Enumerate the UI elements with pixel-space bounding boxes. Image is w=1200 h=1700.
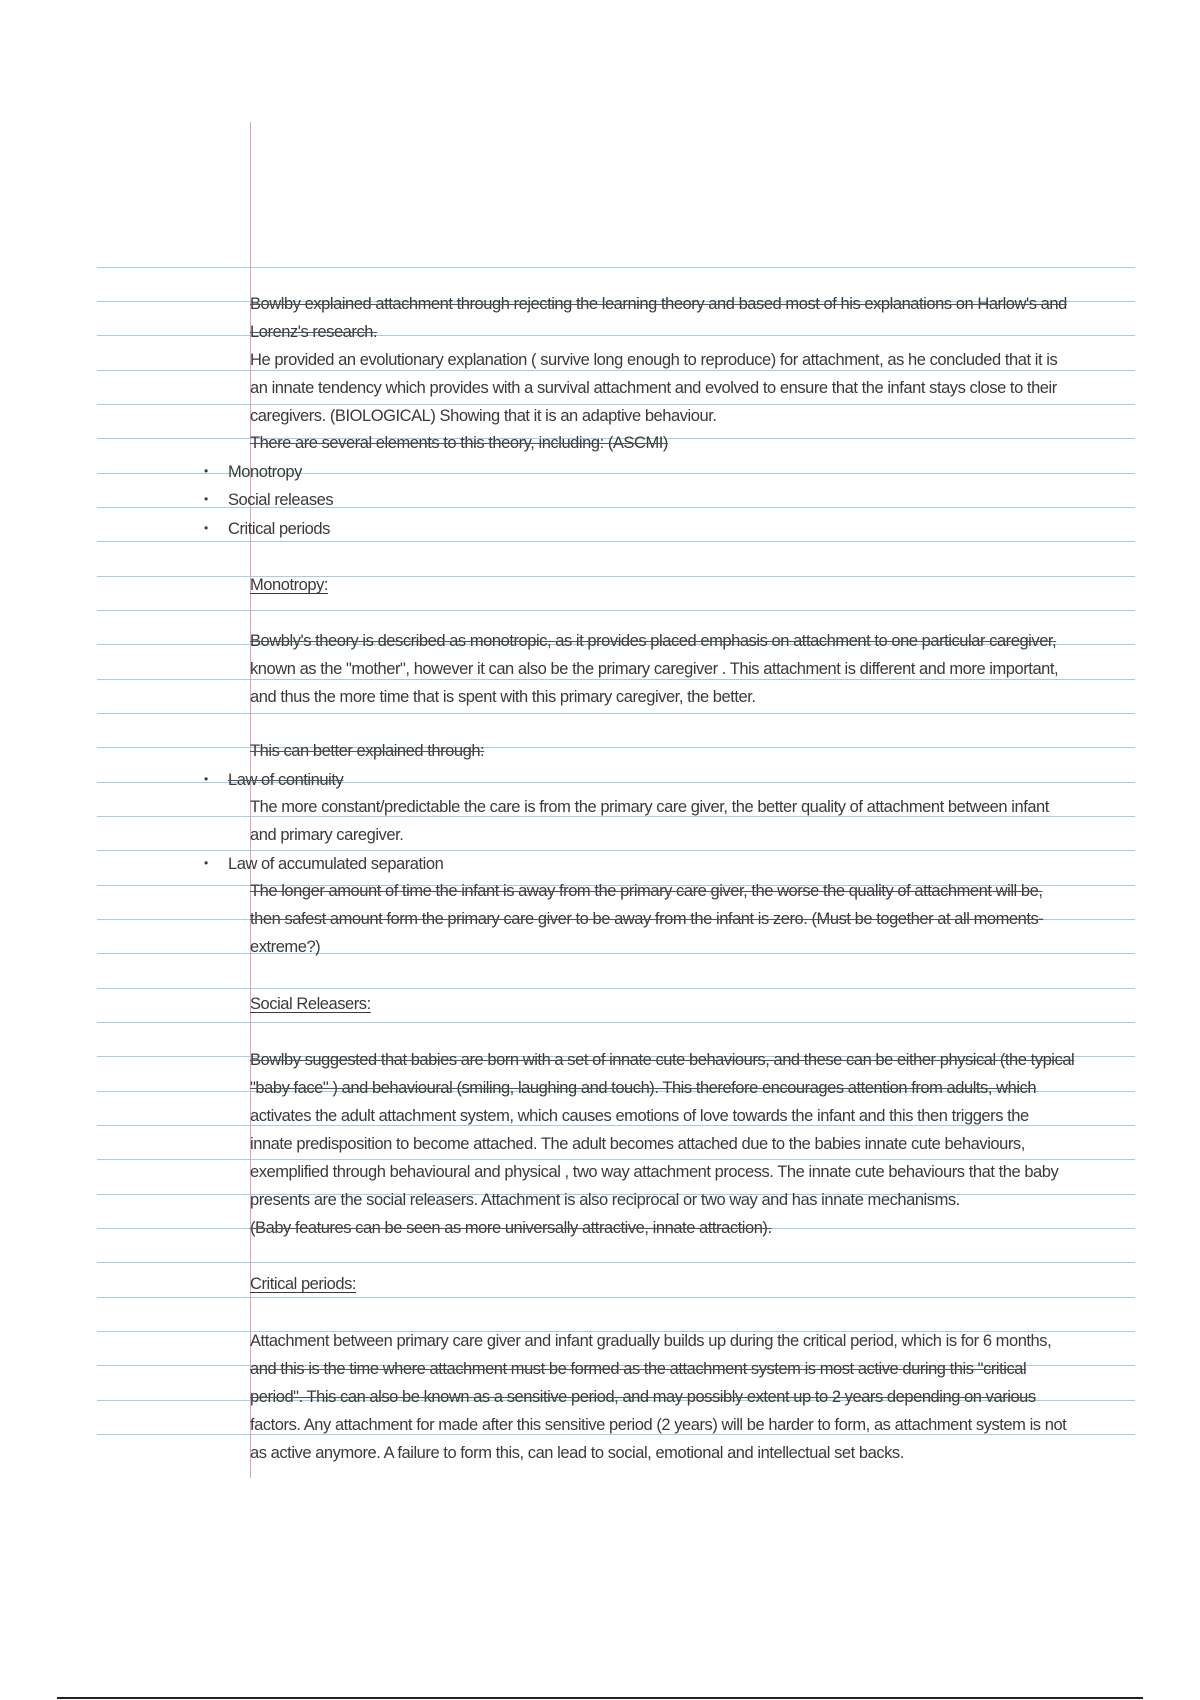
list-item-label: Law of accumulated separation [228,855,444,873]
paragraph-line: period". This can also be known as a sensitive period, and may possibly extent up to 2 years depending on various [250,1388,1036,1406]
list-item-label: Monotropy [228,463,302,481]
paragraph-line: "baby face" ) and behavioural (smiling, laughing and touch). This therefore encourages attention from adults, which [250,1079,1037,1097]
list-item-label: Law of continuity [228,771,344,789]
intro-line: He provided an evolutionary explanation ( survive long enough to reproduce) for attachment, as he concluded that it is [250,351,1058,369]
intro-line: Lorenz's research. [250,323,378,341]
bullet-icon: • [204,464,208,478]
paragraph-line: Bowlby suggested that babies are born with a set of innate cute behaviours, and these can be either physical (the typical [250,1051,1075,1069]
ruled-line [97,1159,1135,1160]
bullet-icon: • [204,492,208,506]
paragraph-line: known as the "mother", however it can also be the primary caregiver . This attachment is different and more important, [250,660,1059,678]
paragraph-line: This can better explained through: [250,742,485,760]
ruled-line [97,541,1135,542]
paragraph-line: The more constant/predictable the care is from the primary care giver, the better quality of attachment between infant [250,798,1049,816]
section-heading-monotropy: Monotropy: [250,576,329,594]
paragraph-line: innate predisposition to become attached. The adult becomes attached due to the babies innate cute behaviours, [250,1135,1025,1153]
paragraph-line: presents are the social releasers. Attachment is also reciprocal or two way and has innate mechanisms. [250,1191,960,1209]
intro-line: an innate tendency which provides with a survival attachment and evolved to ensure that the infant stays close to their [250,379,1057,397]
paragraph-line: Bowbly's theory is described as monotropic, as it provides placed emphasis on attachment to one particular caregiver, [250,632,1057,650]
list-item [204,518,330,539]
ruled-line [97,850,1135,851]
paragraph-line: as active anymore. A failure to form this, can lead to social, emotional and intellectual set backs. [250,1444,904,1462]
bullet-icon: • [204,772,208,786]
ruled-line [97,679,1135,680]
list-item-label: Critical periods [228,520,330,538]
paragraph-line: and thus the more time that is spent with this primary caregiver, the better. [250,688,756,706]
paragraph-line: activates the adult attachment system, which causes emotions of love towards the infant and this then triggers the [250,1107,1029,1125]
bullet-icon: • [204,856,208,870]
intro-line: caregivers. (BIOLOGICAL) Showing that it is an adaptive behaviour. [250,407,717,425]
list-item [204,461,302,482]
paragraph-line: exemplified through behavioural and physical , two way attachment process. The innate cute behaviours that the baby [250,1163,1059,1181]
section-heading-critical-periods: Critical periods: [250,1275,357,1293]
section-heading-social-releasers: Social Releasers: [250,995,371,1013]
ruled-line [97,370,1135,371]
list-item [204,769,343,790]
list-item-label: Social releases [228,491,334,509]
paragraph-line: factors. Any attachment for made after this sensitive period (2 years) will be harder to form, as attachment system is not [250,1416,1067,1434]
paragraph-line: The longer amount of time the infant is away from the primary care giver, the worse the quality of attachment will be, [250,882,1043,900]
ruled-line [97,610,1135,611]
paragraph-line: and this is the time where attachment must be formed as the attachment system is most active during this "critical [250,1360,1027,1378]
ruled-line [97,404,1135,405]
paragraph-line: and primary caregiver. [250,826,404,844]
ruled-line [97,1262,1135,1263]
intro-line: There are several elements to this theory, including: (ASCMI) [250,434,668,452]
list-item [204,853,443,874]
bullet-icon: • [204,521,208,535]
intro-line: Bowlby explained attachment through rejecting the learning theory and based most of his explanations on Harlow's and [250,295,1067,313]
paragraph-line: (Baby features can be seen as more universally attractive, innate attraction). [250,1219,772,1237]
page-bottom-rule [57,1697,1143,1699]
ruled-line [97,988,1135,989]
list-item [204,489,333,510]
ruled-line [97,267,1135,268]
paragraph-line: extreme?) [250,938,321,956]
ruled-line [97,713,1135,714]
paragraph-line: Attachment between primary care giver and infant gradually builds up during the critical period, which is for 6 months, [250,1332,1052,1350]
ruled-line [97,1297,1135,1298]
paragraph-line: then safest amount form the primary care giver to be away from the infant is zero. (Must be together at all moments- [250,910,1044,928]
ruled-line [97,1022,1135,1023]
